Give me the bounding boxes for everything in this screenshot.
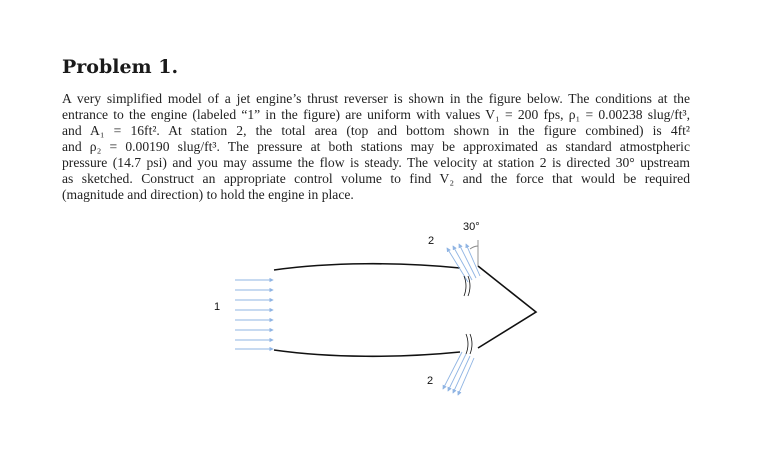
statement-line-4: and ρ₂ = 0.00190 slug/ft³. The pressure at both stations may be approximated as standard atmostpheric — [62, 139, 690, 154]
engine-tail-cone — [478, 266, 536, 348]
exit-bottom-flow-arrows — [443, 352, 474, 395]
inlet-flow-arrows — [235, 280, 273, 349]
swirl-mark-bottom — [466, 334, 472, 354]
angle-label: 30° — [463, 221, 480, 233]
inlet-station-label: 1 — [214, 301, 221, 313]
exit-bottom-station-label: 2 — [427, 375, 434, 387]
statement-line-6: as sketched. Construct an appropriate control volume to find V₂ and the force that would be required — [62, 171, 690, 186]
exit-top-station-label: 2 — [428, 235, 435, 247]
statement-line-5: pressure (14.7 psi) and you may assume the flow is steady. The velocity at station 2 is directed 30° upstream — [62, 155, 690, 170]
engine-top-wall — [274, 264, 460, 270]
statement-line-3: and A₁ = 16ft². At station 2, the total area (top and bottom shown in the figure combined) is 4ft² — [62, 123, 690, 138]
statement-line-7: (magnitude and direction) to hold the engine in place. — [62, 187, 354, 202]
engine-bottom-wall — [274, 350, 460, 356]
exit-top-flow-arrows — [447, 244, 480, 282]
problem-title: Problem 1. — [62, 56, 179, 78]
swirl-mark-top — [464, 276, 470, 296]
statement-line-2: entrance to the engine (labeled “1” in the figure) are uniform with values V₁ = 200 fps, ρ₁ = 0.00238 slug/ft³, — [62, 107, 690, 122]
statement-line-1: A very simplified model of a jet engine’s thrust reverser is shown in the figure below. The conditions at the — [62, 91, 690, 106]
angle-arc — [470, 246, 478, 249]
